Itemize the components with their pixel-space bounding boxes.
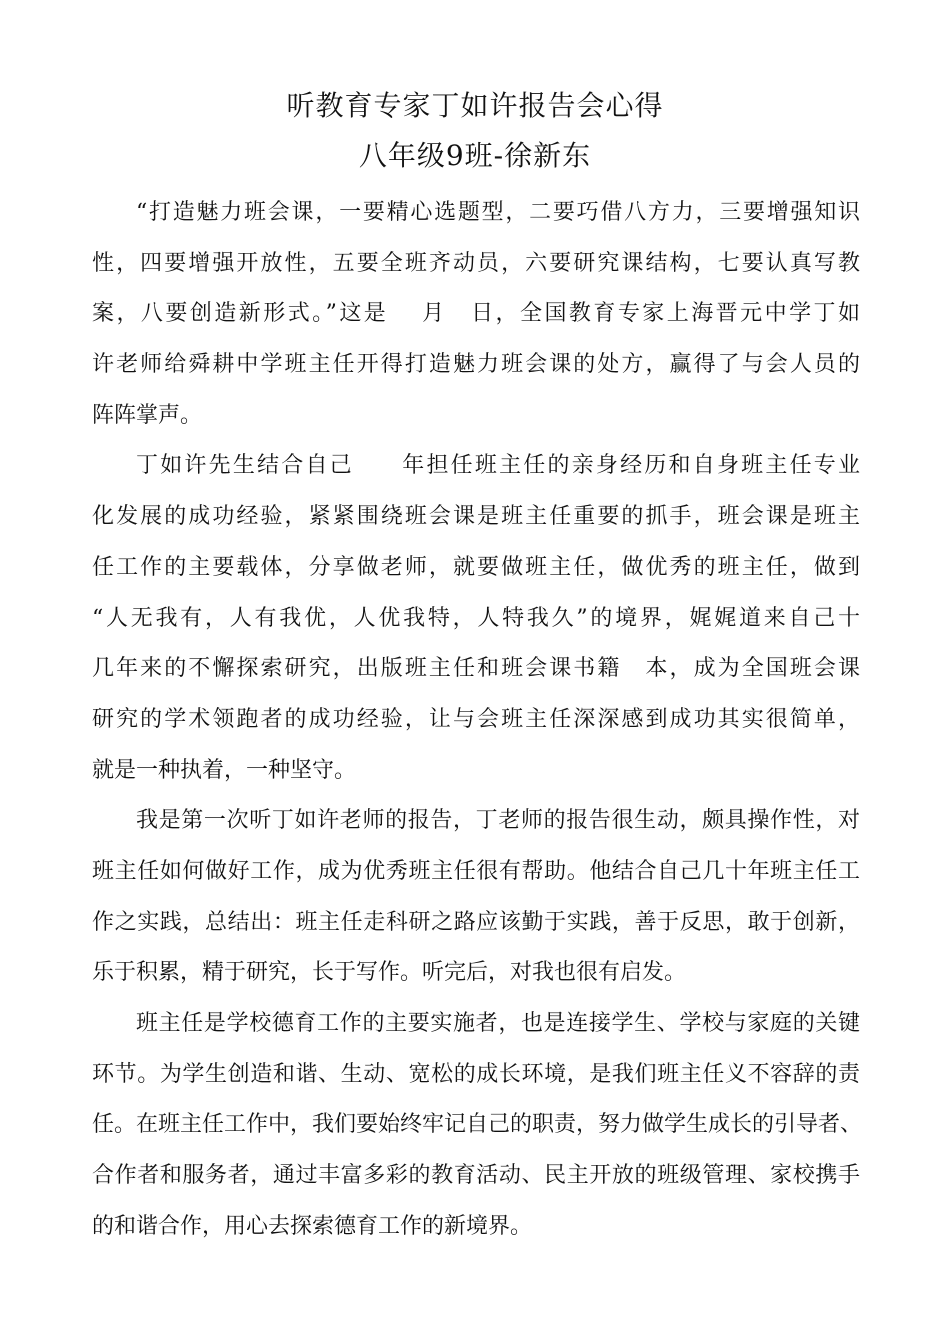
paragraph-line: 阵阵掌声。: [92, 402, 203, 428]
paragraph-line: 化发展的成功经验，紧紧围绕班会课是班主任重要的抓手，班会课是班主: [92, 504, 860, 530]
paragraph-line: 班主任是学校德育工作的主要实施者，也是连接学生、学校与家庭的关键: [136, 1011, 860, 1036]
paragraph-line: 几年来的不懈探索研究，出版班主任和班会课书籍 本，成为全国班会课: [92, 656, 860, 682]
paragraph-line: 班主任如何做好工作，成为优秀班主任很有帮助。他结合自己几十年班主任工: [92, 858, 860, 884]
paragraph-line: 我是第一次听丁如许老师的报告，丁老师的报告很生动，颇具操作性，对: [136, 808, 860, 834]
paragraph-line: 任工作的主要载体，分享做老师，就要做班主任，做优秀的班主任，做到: [92, 554, 860, 580]
paragraph-line: 研究的学术领跑者的成功经验，让与会班主任深深感到成功其实很简单，: [92, 706, 860, 732]
document-subtitle: 八年级9班-徐新东: [358, 139, 592, 172]
paragraph-line: 作之实践，总结出：班主任走科研之路应该勤于实践，善于反思，敢于创新，: [92, 909, 860, 935]
document-title: 听教育专家丁如许报告会心得: [286, 89, 664, 122]
paragraph-line: 性，四要增强开放性，五要全班齐动员，六要研究课结构，七要认真写教: [92, 250, 860, 276]
paragraph-line: 合作者和服务者，通过丰富多彩的教育活动、民主开放的班级管理、家校携手: [92, 1163, 860, 1189]
paragraph-line: 任。在班主任工作中，我们要始终牢记自己的职责，努力做学生成长的引导者、: [92, 1112, 863, 1138]
paragraph-line: 环节。为学生创造和谐、生动、宽松的成长环境，是我们班主任义不容辞的责: [92, 1061, 860, 1087]
paragraph-line: 丁如许先生结合自己 年担任班主任的亲身经历和自身班主任专业: [136, 453, 860, 479]
paragraph-3: [92, 796, 860, 999]
paragraph-line: 案，八要创造新形式。”这是 月 日，全国教育专家上海晋元中学丁如: [92, 301, 860, 327]
paragraph-1: [92, 188, 860, 441]
paragraph-line: “打造魅力班会课，一要精心选题型，二要巧借八方力，三要增强知识: [136, 200, 860, 225]
paragraph-4: [92, 999, 863, 1252]
document-body: [92, 188, 863, 1252]
paragraph-line: 的和谐合作，用心去探索德育工作的新境界。: [92, 1213, 533, 1239]
paragraph-line: 许老师给舜耕中学班主任开得打造魅力班会课的处方，赢得了与会人员的: [92, 352, 860, 378]
paragraph-line: 乐于积累，精于研究，长于写作。听完后，对我也很有启发。: [92, 960, 687, 986]
paragraph-line: “人无我有，人有我优，人优我特，人特我久”的境界，娓娓道来自己十: [92, 605, 860, 631]
paragraph-line: 就是一种执着，一种坚守。: [92, 757, 357, 783]
paragraph-2: [92, 441, 860, 796]
